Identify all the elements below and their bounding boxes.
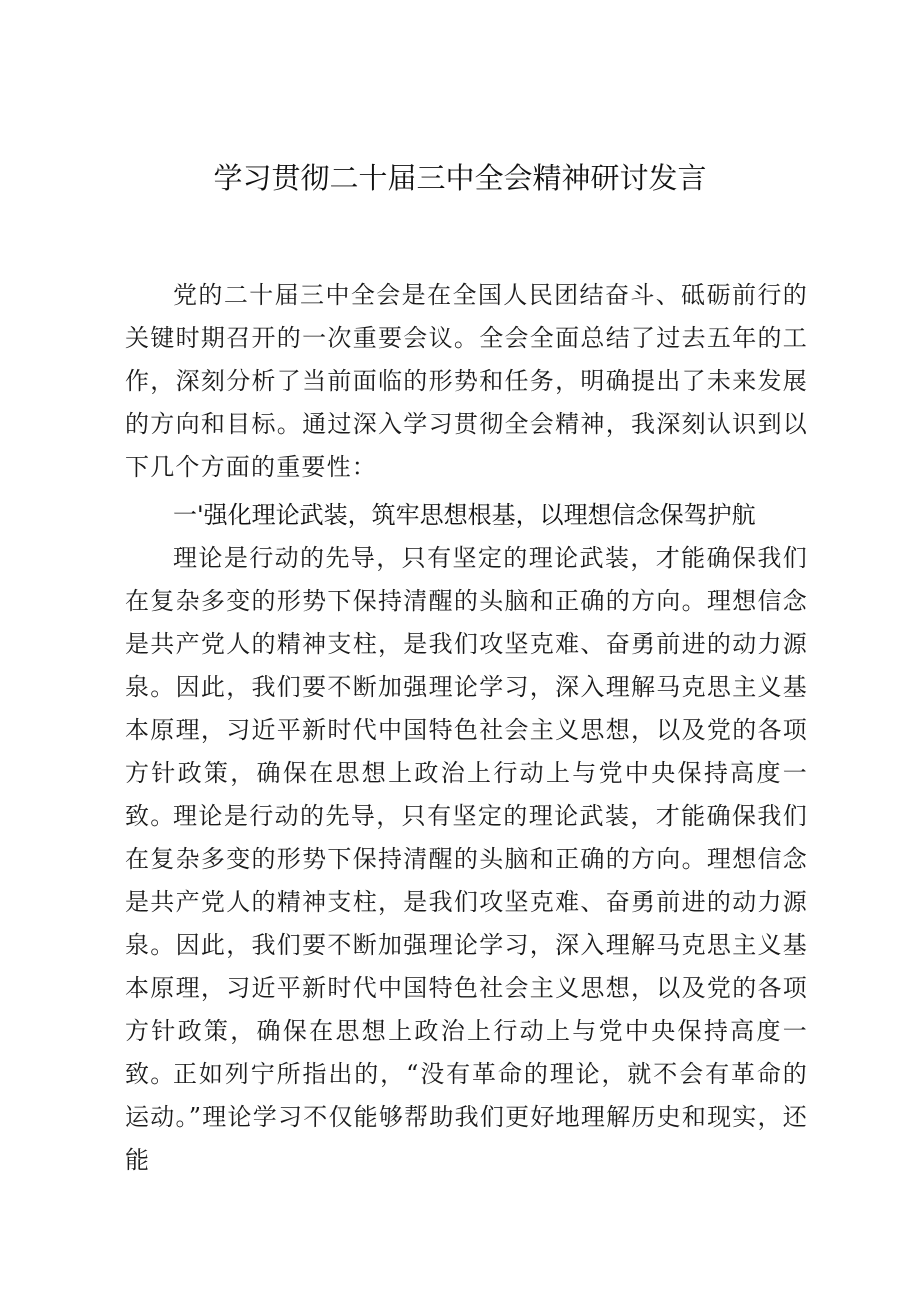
paragraph-lenin-quote: 正如列宁所指出的，“没有革命的理论，就不会有革命的运动。”理论学习不仅能够帮助我们更好地理解历史和现实，还能 bbox=[125, 1060, 808, 1174]
document-title: 学习贯彻二十届三中全会精神研讨发言 bbox=[213, 161, 707, 195]
paragraph-theory-2: 理论是行动的先导，只有坚定的理论武装，才能确保我们在复杂多变的形势下保持清醒的头脑和正确的方向。理想信念是共产党人的精神支柱，是我们攻坚克难、奋勇前进的动力源泉。因此，我们要不断加强理论学习，深入理解马克思主义基本原理，习近平新时代中国特色社会主义思想，以及党的各项方针政策，确保在思想上政治上行动上与党中央保持高度一致。 bbox=[125, 802, 808, 1088]
section-heading: 一'强化理论武装，筑牢思想根基，以理想信念保驾护航 bbox=[173, 501, 756, 529]
paragraph-intro: 党的二十届三中全会是在全国人民团结奋斗、砥砺前行的关键时期召开的一次重要会议。全会全面总结了过去五年的工作，深刻分析了当前面临的形势和任务，明确提出了未来发展的方向和目标。通过深入学习贯彻全会精神，我深刻认识到以下几个方面的重要性： bbox=[125, 281, 808, 481]
paragraph-theory-1: 理论是行动的先导，只有坚定的理论武装，才能确保我们在复杂多变的形势下保持清醒的头脑和正确的方向。理想信念是共产党人的精神支柱，是我们攻坚克难、奋勇前进的动力源泉。因此，我们要不断加强理论学习，深入理解马克思主义基本原理，习近平新时代中国特色社会主义思想，以及党的各项方针政策，确保在思想上政治上行动上与党中央保持高度一致。 bbox=[125, 544, 808, 830]
